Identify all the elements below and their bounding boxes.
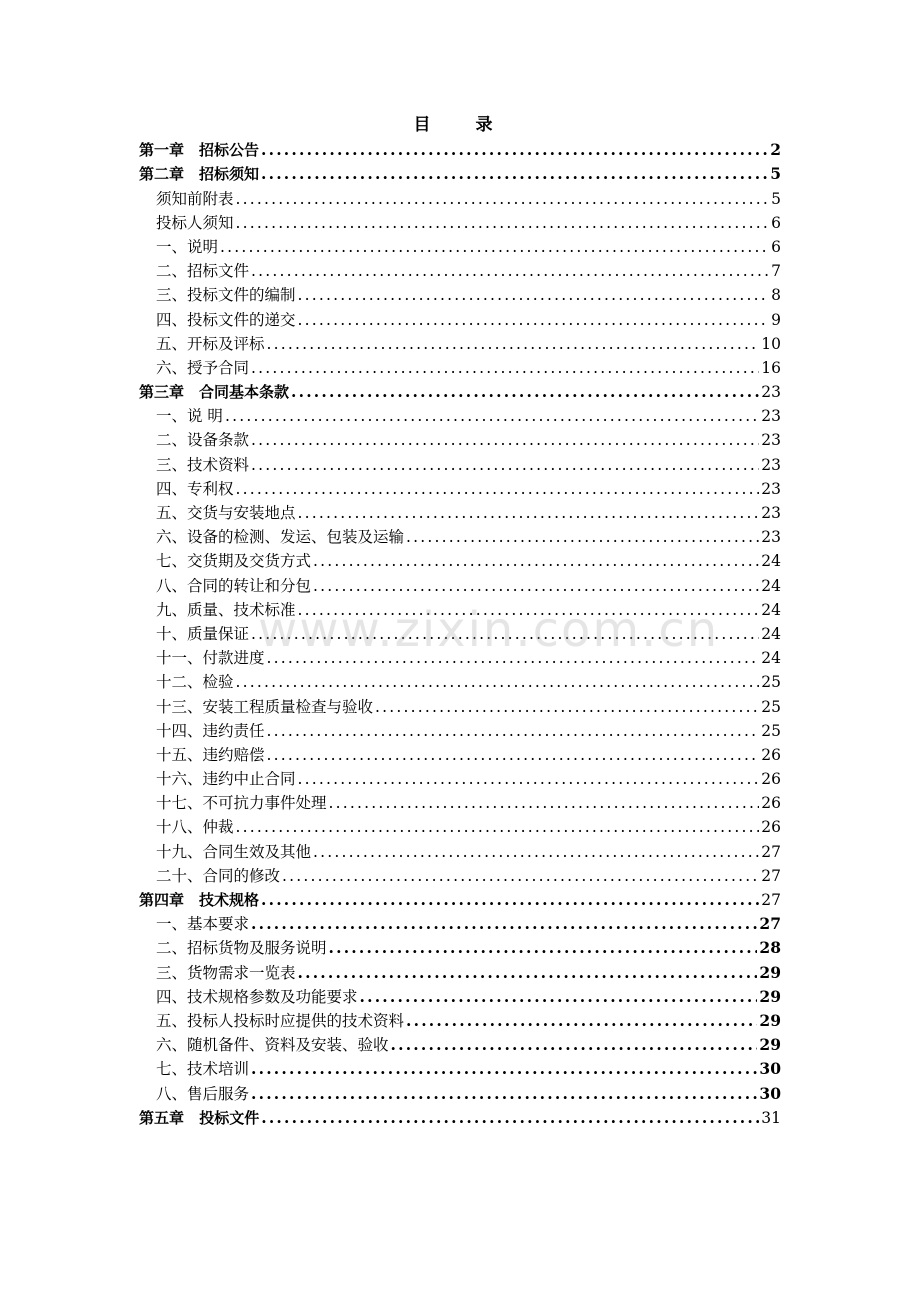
toc-entry-page-number: 26 xyxy=(761,770,781,789)
dot-leader xyxy=(261,140,768,160)
toc-entry-label: 十一、付款进度 xyxy=(156,649,265,668)
toc-entry[interactable] xyxy=(139,523,781,547)
toc-entry-page-number: 28 xyxy=(759,938,781,958)
toc-entry-label: 十九、合同生效及其他 xyxy=(156,842,312,861)
dot-leader xyxy=(236,213,769,233)
toc-entry-label: 十四、违约责任 xyxy=(156,721,265,740)
toc-entry-label: 六、设备的检测、发运、包装及运输 xyxy=(156,528,405,547)
toc-entry[interactable] xyxy=(139,644,781,668)
toc-entry-label: 九、质量、技术标准 xyxy=(156,600,296,619)
toc-entry-label: 一、基本要求 xyxy=(156,915,250,934)
dot-leader xyxy=(251,261,769,281)
toc-entry[interactable] xyxy=(139,934,781,958)
toc-entry-page-number: 26 xyxy=(761,745,781,764)
toc-entry-label: 二、招标货物及服务说明 xyxy=(156,939,327,958)
toc-entry-page-number: 23 xyxy=(761,455,781,474)
dot-leader xyxy=(267,648,760,668)
toc-entry-page-number: 24 xyxy=(761,649,781,668)
dot-leader xyxy=(313,842,759,862)
dot-leader xyxy=(360,987,758,1007)
dot-leader xyxy=(267,334,760,354)
toc-entry-label: 三、技术资料 xyxy=(156,455,250,474)
toc-entry-page-number: 24 xyxy=(761,624,781,643)
toc-entry[interactable] xyxy=(139,305,781,329)
toc-entry-page-number: 16 xyxy=(761,358,781,377)
toc-entry-page-number: 27 xyxy=(761,866,781,885)
toc-entry[interactable] xyxy=(139,330,781,354)
toc-entry[interactable] xyxy=(139,620,781,644)
dot-leader xyxy=(291,382,759,402)
toc-entry[interactable] xyxy=(139,1031,781,1055)
toc-entry[interactable] xyxy=(139,354,781,378)
dot-leader xyxy=(375,697,759,717)
dot-leader xyxy=(261,1108,759,1128)
dot-leader xyxy=(261,890,759,910)
toc-entry-label: 四、投标文件的递交 xyxy=(156,310,296,329)
toc-entry-page-number: 23 xyxy=(761,383,781,402)
toc-entry[interactable] xyxy=(139,862,781,886)
toc-entry[interactable] xyxy=(139,1007,781,1031)
dot-leader xyxy=(329,938,758,958)
dot-leader xyxy=(225,406,759,426)
toc-entry-label: 八、合同的转让和分包 xyxy=(156,576,312,595)
toc-entry[interactable] xyxy=(139,547,781,571)
toc-entry-page-number: 6 xyxy=(771,213,781,232)
toc-entry[interactable] xyxy=(139,378,781,402)
toc-entry-label: 须知前附表 xyxy=(156,189,234,208)
toc-entry-page-number: 27 xyxy=(759,914,781,934)
dot-leader xyxy=(313,576,759,596)
toc-entry-label: 第四章 技术规格 xyxy=(139,891,260,909)
toc-entry[interactable] xyxy=(139,717,781,741)
toc-entry-page-number: 26 xyxy=(761,794,781,813)
toc-entry-label: 一、说 明 xyxy=(156,407,223,426)
toc-title: 目 录 xyxy=(413,115,507,135)
dot-leader xyxy=(298,600,760,620)
toc-entry[interactable] xyxy=(139,426,781,450)
toc-entry-page-number: 25 xyxy=(761,721,781,740)
toc-entry-label: 十五、违约赔偿 xyxy=(156,745,265,764)
toc-entry[interactable] xyxy=(139,1079,781,1103)
toc-entry-label: 二、设备条款 xyxy=(156,431,250,450)
toc-entry-page-number: 24 xyxy=(761,600,781,619)
toc-entry-page-number: 30 xyxy=(759,1083,781,1103)
toc-entry-label: 十二、检验 xyxy=(156,673,234,692)
dot-leader xyxy=(406,1011,757,1031)
dot-leader xyxy=(251,914,757,934)
toc-entry-page-number: 7 xyxy=(771,262,781,281)
toc-entry[interactable] xyxy=(139,499,781,523)
toc-entry-label: 十六、违约中止合同 xyxy=(156,770,296,789)
toc-entry-page-number: 5 xyxy=(770,164,781,184)
dot-leader xyxy=(298,310,769,330)
toc-entry[interactable] xyxy=(139,910,781,934)
toc-entry-label: 第二章 招标须知 xyxy=(139,165,260,184)
toc-entry[interactable] xyxy=(139,209,781,233)
dot-leader xyxy=(298,285,769,305)
dot-leader xyxy=(391,1035,758,1055)
toc-entry-page-number: 30 xyxy=(759,1059,781,1079)
toc-entry[interactable] xyxy=(139,668,781,692)
dot-leader xyxy=(236,817,760,837)
dot-leader xyxy=(236,479,760,499)
toc-entry-page-number: 27 xyxy=(761,891,781,909)
toc-entry-page-number: 29 xyxy=(759,962,781,982)
toc-entry-page-number: 24 xyxy=(761,552,781,571)
toc-entry-label: 七、技术培训 xyxy=(156,1060,250,1079)
toc-entry-label: 四、技术规格参数及功能要求 xyxy=(156,987,358,1006)
toc-entry-page-number: 25 xyxy=(761,673,781,692)
toc-entry[interactable] xyxy=(139,1104,781,1128)
dot-leader xyxy=(236,672,760,692)
toc-entry[interactable] xyxy=(139,813,781,837)
toc-entry-label: 六、随机备件、资料及安装、验收 xyxy=(156,1036,389,1055)
toc-entry-page-number: 6 xyxy=(771,237,781,256)
toc-entry-label: 十三、安装工程质量检查与验收 xyxy=(156,697,374,716)
dot-leader xyxy=(298,503,760,523)
toc-entry-label: 三、货物需求一览表 xyxy=(156,963,296,982)
toc-entry-page-number: 10 xyxy=(761,334,781,353)
dot-leader xyxy=(298,769,760,789)
dot-leader xyxy=(267,745,760,765)
toc-entry[interactable] xyxy=(139,886,781,910)
toc-entry-label: 十八、仲裁 xyxy=(156,818,234,837)
dot-leader xyxy=(251,624,759,644)
toc-entry-page-number: 23 xyxy=(761,407,781,426)
toc-entry-label: 五、开标及评标 xyxy=(156,334,265,353)
toc-entry-page-number: 29 xyxy=(759,1035,781,1055)
toc-entry-label: 五、交货与安装地点 xyxy=(156,504,296,522)
toc-entry[interactable] xyxy=(139,983,781,1007)
toc-entry[interactable] xyxy=(139,958,781,982)
dot-leader xyxy=(236,189,769,209)
toc-entry-label: 第五章 投标文件 xyxy=(139,1108,260,1127)
dot-leader xyxy=(329,793,760,813)
toc-entry[interactable] xyxy=(139,1055,781,1079)
toc-entry-label: 三、投标文件的编制 xyxy=(156,286,296,305)
dot-leader xyxy=(251,1059,757,1079)
toc-entry[interactable] xyxy=(139,281,781,305)
toc-entry-label: 第三章 合同基本条款 xyxy=(139,383,290,402)
toc-entry[interactable] xyxy=(139,257,781,281)
toc-entry-page-number: 8 xyxy=(771,286,781,305)
dot-leader xyxy=(251,455,759,475)
toc-entry-page-number: 27 xyxy=(761,842,781,861)
toc-entry-page-number: 31 xyxy=(761,1108,781,1127)
dot-leader xyxy=(282,866,759,886)
toc-entry-page-number: 2 xyxy=(770,140,781,160)
toc-entry-page-number: 23 xyxy=(761,504,781,522)
toc-entry-page-number: 25 xyxy=(761,697,781,716)
toc-entry-page-number: 26 xyxy=(761,818,781,837)
toc-entry[interactable] xyxy=(139,136,781,160)
toc-entry-label: 十、质量保证 xyxy=(156,624,250,643)
toc-entry-page-number: 23 xyxy=(761,479,781,498)
toc-entry-page-number: 23 xyxy=(761,431,781,450)
toc-entry-page-number: 29 xyxy=(759,1010,781,1030)
dot-leader xyxy=(251,1084,757,1104)
toc-entry-label: 七、交货期及交货方式 xyxy=(156,552,312,571)
dot-leader xyxy=(267,721,760,741)
dot-leader xyxy=(406,527,759,547)
dot-leader xyxy=(298,963,758,983)
dot-leader xyxy=(261,164,768,184)
toc-entry-label: 二十、合同的修改 xyxy=(156,866,281,885)
toc-entry-page-number: 23 xyxy=(761,528,781,547)
toc-entry-label: 二、招标文件 xyxy=(156,262,250,281)
dot-leader xyxy=(220,237,769,257)
toc-entry-label: 一、说明 xyxy=(156,237,219,256)
toc-entry[interactable] xyxy=(139,450,781,474)
toc-entry[interactable] xyxy=(139,233,781,257)
toc-entry-label: 五、投标人投标时应提供的技术资料 xyxy=(156,1011,405,1030)
toc-entry[interactable] xyxy=(139,475,781,499)
toc-entry[interactable] xyxy=(139,765,781,789)
dot-leader xyxy=(251,430,759,450)
toc-entry[interactable] xyxy=(139,789,781,813)
toc-entry[interactable] xyxy=(139,571,781,595)
toc-entry-page-number: 5 xyxy=(771,189,781,208)
toc-entry[interactable] xyxy=(139,596,781,620)
toc-entry[interactable] xyxy=(139,160,781,184)
toc-entry[interactable] xyxy=(139,184,781,208)
watermark: www.zixin.com.cn xyxy=(258,602,720,658)
toc-entry[interactable] xyxy=(139,741,781,765)
toc-entry-label: 四、专利权 xyxy=(156,479,234,498)
toc-entry[interactable] xyxy=(139,837,781,861)
toc-entry-label: 第一章 招标公告 xyxy=(139,141,260,160)
toc-entry-page-number: 24 xyxy=(761,576,781,595)
toc-entry-label: 投标人须知 xyxy=(156,213,234,232)
toc-entry-page-number: 9 xyxy=(771,310,781,329)
toc-entry-label: 十七、不可抗力事件处理 xyxy=(156,794,327,813)
dot-leader xyxy=(251,358,759,378)
toc-entry-label: 六、授予合同 xyxy=(156,358,250,377)
toc-entry-page-number: 29 xyxy=(759,986,781,1006)
toc-entry-label: 八、售后服务 xyxy=(156,1084,250,1103)
dot-leader xyxy=(313,551,759,571)
toc-entry[interactable] xyxy=(139,402,781,426)
table-of-contents xyxy=(139,136,781,1128)
toc-entry[interactable] xyxy=(139,692,781,716)
